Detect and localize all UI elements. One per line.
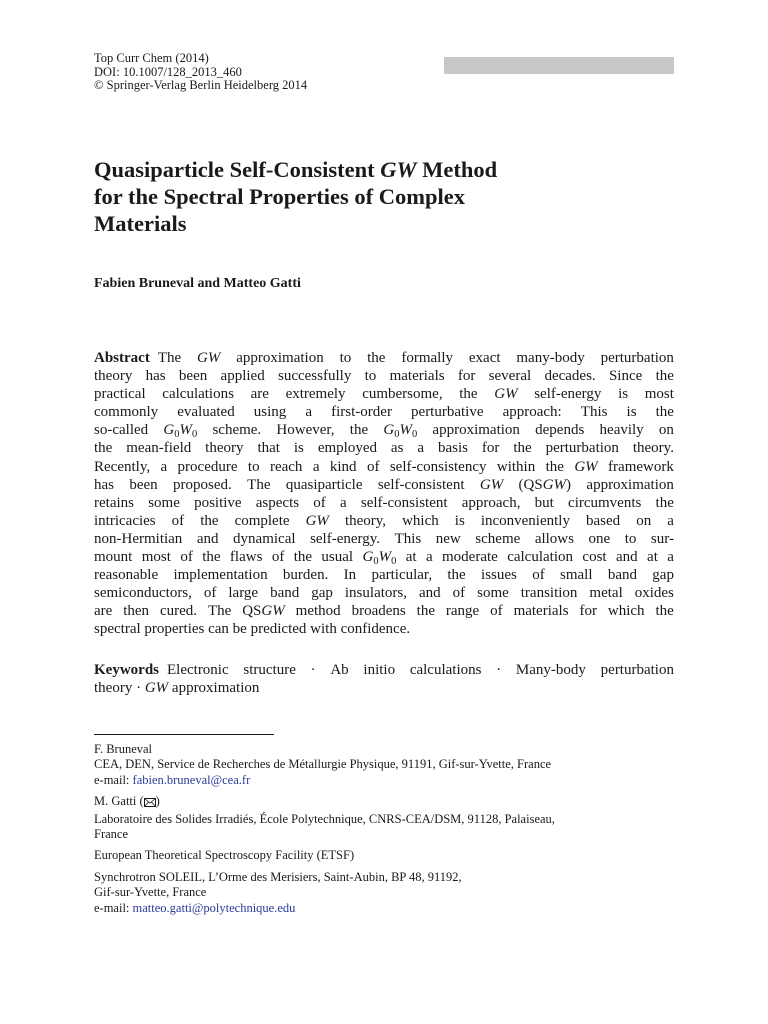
author-address: Synchrotron SOLEIL, L’Orme des Merisiers, Saint-Aubin, BP 48, 91192, xyxy=(94,869,462,884)
abstract-label: Abstract xyxy=(94,350,150,366)
affiliation-gatti xyxy=(94,794,674,842)
abstract-line: practical calculations are extremely cumbersome, the GW self-energy is most xyxy=(94,386,674,403)
gatti-email-link[interactable]: matteo.gatti@polytechnique.edu xyxy=(132,900,296,915)
abstract-line: spectral properties can be predicted with confidence. xyxy=(94,621,411,638)
abstract-line: intricacies of the complete GW theory, which is inconveniently based on a xyxy=(94,512,674,529)
keywords-text: Electronic structure · Ab initio calculations · Many-body perturbation xyxy=(167,662,674,678)
abstract-line: semiconductors, of large band gap insulators, and of some transition metal oxides xyxy=(94,585,674,602)
author-address: Gif-sur-Yvette, France xyxy=(94,885,207,900)
abstract xyxy=(94,349,674,639)
abstract-line xyxy=(94,349,674,367)
author-name: F. Bruneval xyxy=(94,742,153,756)
author-name xyxy=(94,794,674,811)
doi: DOI: 10.1007/128_2013_460 xyxy=(94,64,242,79)
keywords-line: theory · GW approximation xyxy=(94,680,260,697)
abstract-line: are then cured. The QSGW method broadens the range of materials for which the xyxy=(94,603,674,620)
author-name-text: M. Gatti ( xyxy=(94,794,144,809)
author-address: CEA, DEN, Service de Recherches de Métallurgie Physique, 91191, Gif-sur-Yvette, France xyxy=(94,757,552,772)
copyright: © Springer-Verlag Berlin Heidelberg 2014 xyxy=(94,78,308,93)
author-address: Laboratoire des Solides Irradiés, École Polytechnique, CNRS-CEA/DSM, 91128, Palaiseau, xyxy=(94,811,555,826)
abstract-line: so-called $G_0W_0$ scheme. However, the $G_0W_0$ approximation depends heavily on xyxy=(94,422,674,441)
redaction-bar xyxy=(444,57,674,74)
publication-meta xyxy=(94,52,307,93)
title-line: for the Spectral Properties of Complex xyxy=(94,184,465,209)
page xyxy=(94,0,674,1024)
affiliation-etsf xyxy=(94,848,674,863)
author-email-line xyxy=(94,773,674,788)
envelope-icon xyxy=(144,796,156,811)
abstract-line: non-Hermitian and dynamical self-energy. This new scheme allows one to sur- xyxy=(94,530,674,547)
author-address: France xyxy=(94,827,129,842)
affiliation-bruneval xyxy=(94,742,674,788)
abstract-line: has been proposed. The quasiparticle self-consistent GW (QSGW) approximation xyxy=(94,476,674,493)
affiliations xyxy=(94,742,674,922)
title-line: Quasiparticle Self-Consistent GW Method xyxy=(94,157,498,182)
email-label: e-mail: xyxy=(94,900,133,915)
paper-title xyxy=(94,156,674,237)
author-name-close: ) xyxy=(155,794,160,809)
title-line: Materials xyxy=(94,211,187,236)
author-address: European Theoretical Spectroscopy Facility (ETSF) xyxy=(94,848,355,863)
authors: Fabien Bruneval and Matteo Gatti xyxy=(94,276,301,291)
keywords-line xyxy=(94,661,674,679)
keywords-label: Keywords xyxy=(94,662,159,678)
footnote-rule xyxy=(94,734,274,735)
abstract-line: mount most of the flaws of the usual $G_0W_0$ at a moderate calculation cost and at a xyxy=(94,549,674,568)
abstract-line: theory has been applied successfully to materials for several decades. Since the xyxy=(94,368,674,385)
abstract-line: Recently, a procedure to reach a kind of self-consistency within the GW framework xyxy=(94,458,674,475)
abstract-line: commonly evaluated using a first-order perturbative approach: This is the xyxy=(94,404,674,421)
abstract-text: The GW approximation to the formally exact many-body perturbation xyxy=(157,350,674,366)
abstract-line: reasonable implementation burden. In particular, the issues of small band gap xyxy=(94,567,674,584)
abstract-line: the mean-field theory that is employed as a basis for the perturbation theory. xyxy=(94,440,674,457)
email-label: e-mail: xyxy=(94,772,133,787)
bruneval-email-link[interactable]: fabien.bruneval@cea.fr xyxy=(132,772,251,787)
author-email-line xyxy=(94,901,674,916)
keywords xyxy=(94,661,674,697)
affiliation-soleil xyxy=(94,870,674,916)
journal-citation: Top Curr Chem (2014) xyxy=(94,51,209,65)
abstract-line: retains some positive aspects of a self-consistent approach, but circumvents the xyxy=(94,494,674,511)
